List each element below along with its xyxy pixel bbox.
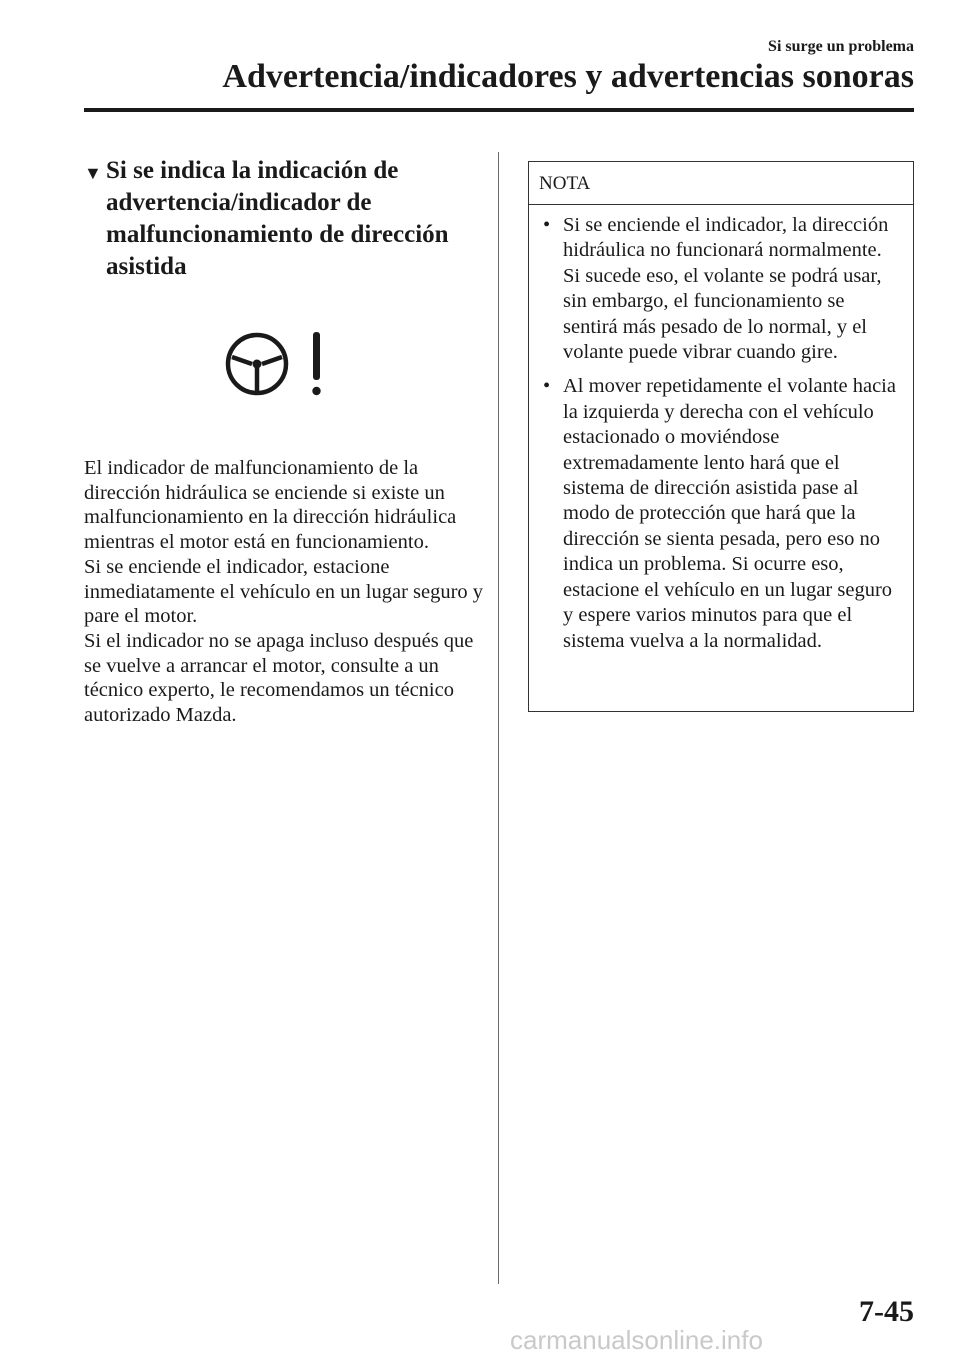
bullet-icon: • (543, 375, 551, 398)
section-heading (84, 155, 479, 283)
header-title: Advertencia/indicadores y advertencias sonoras (222, 58, 914, 95)
note-item (541, 213, 903, 365)
watermark: carmanualsonline.info (510, 1325, 763, 1355)
header-section-label: Si surge un problema (768, 38, 914, 55)
note-header: NOTA (529, 162, 913, 205)
note-item (541, 374, 903, 653)
header-rule (84, 108, 914, 112)
power-steering-warning-icon (225, 327, 335, 401)
note-list (529, 205, 913, 654)
column-divider (498, 152, 499, 1284)
body-paragraph: Si el indicador no se apaga incluso después que se vuelve a arrancar el motor, consulte a un técnico experto, le recomendamos un técnico autorizado Mazda. (84, 629, 474, 727)
section-heading-text: Si se indica la indicación de advertencia/indicador de malfuncionamiento de dirección asistida (106, 157, 449, 280)
body-paragraph: Si se enciende el indicador, estacione inmediatamente el vehículo en un lugar seguro y pare el motor. (84, 555, 484, 628)
left-column (84, 155, 479, 283)
note-box (528, 161, 914, 712)
body-paragraph: El indicador de malfuncionamiento de la dirección hidráulica se enciende si existe un malfuncionamiento en la dirección hidráulica mientras el motor está en funcionamiento. (84, 457, 457, 554)
bullet-icon: • (543, 214, 551, 236)
body-text (84, 456, 489, 728)
note-item-text: Si se enciende el indicador, la dirección hidráulica no funcionará normalmente. Si sucede eso, el volante se podrá usar, sin embargo, el funcionamiento se sentirá más pesado de lo normal, y el volante puede vibrar cuando gire. (563, 214, 889, 364)
note-item-text: Al mover repetidamente el volante hacia la izquierda y derecha con el vehículo estacionado o moviéndose extremadamente lento hará que el sistema de dirección asistida pase al modo de protección que hará que la dirección se sienta pesada, pero eso no indica un problema. Si ocurre eso, estacione el vehículo en un lugar seguro y espere varios minutos para que el sistema vuelva a la normalidad. (563, 375, 896, 652)
page-number: 7-45 (859, 1295, 914, 1328)
triangle-marker-icon: ▼ (84, 163, 102, 183)
